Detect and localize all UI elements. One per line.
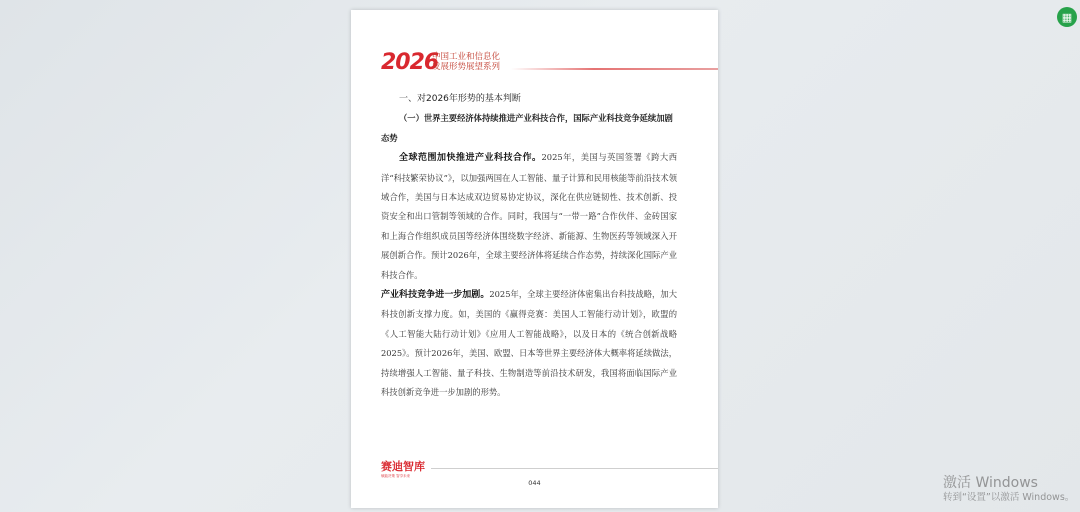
section-heading: 一、对2026年形势的基本判断 (399, 94, 521, 104)
series-title (432, 52, 500, 72)
year-logo: 2026 (381, 50, 439, 75)
paragraph-1-lead: 全球范围加快推进产业科技合作。 (399, 153, 542, 164)
footer-rule (431, 468, 718, 469)
paragraph-2-text: 2025年，全球主要经济体密集出台科技战略，加大科技创新支撑力度。如，美国的《赢得竞赛：美国人工智能行动计划》，欧盟的《人工智能大陆行动计划》《应用人工智能战略》，以及日本的《统合创新战略2025》。预计2026年，美国、欧盟、日本等世界主要经济体大概率将延续做法，持续增强人工智能、量子科技、生物制造等前沿技术研发，我国将面临国际产业科技创新竞争进一步加剧的形势。 (381, 289, 677, 398)
page-number: 044 (528, 479, 541, 487)
series-title-line2: 发展形势展望系列 (432, 62, 501, 72)
watermark-title: 激活 Windows (943, 475, 1038, 491)
watermark-subtitle: 转到“设置”以激活 Windows。 (943, 492, 1075, 503)
paragraph-2-lead: 产业科技竞争进一步加剧。 (381, 290, 490, 301)
series-title-line1: 中国工业和信息化 (432, 52, 501, 62)
paragraph-1 (381, 148, 677, 285)
subsection-heading: （一）世界主要经济体持续推进产业科技合作，国际产业科技竞争延续加剧态势 (381, 113, 673, 143)
paragraph-1-text: 2025年，美国与英国签署《跨大西洋“科技繁荣协议”》，以加强两国在人工智能、量子计算和民用核能等前沿技术领域合作，美国与日本达成双边贸易协定协议，深化在供应链韧性、技术创新、投资安全和出口管制等领域的合作。同时，我国与“一带一路”合作伙伴、金砖国家和上海合作组织成员国等经济体围绕数字经济、新能源、生物医药等领域深入开展创新合作。预计2026年，全球主要经济体将延续合作态势，持续深化国际产业科技合作。 (381, 152, 677, 280)
document-page (351, 10, 718, 508)
spreadsheet-icon[interactable]: ▦ (1057, 7, 1077, 27)
paragraph-2 (381, 285, 677, 402)
windows-activation-watermark (943, 475, 1074, 505)
header-rule (511, 68, 718, 70)
ccid-logo: 赛迪智库 (381, 460, 425, 473)
ccid-logo-tagline: 赋能决策 智享未来 (381, 474, 411, 478)
page-body (381, 90, 677, 403)
